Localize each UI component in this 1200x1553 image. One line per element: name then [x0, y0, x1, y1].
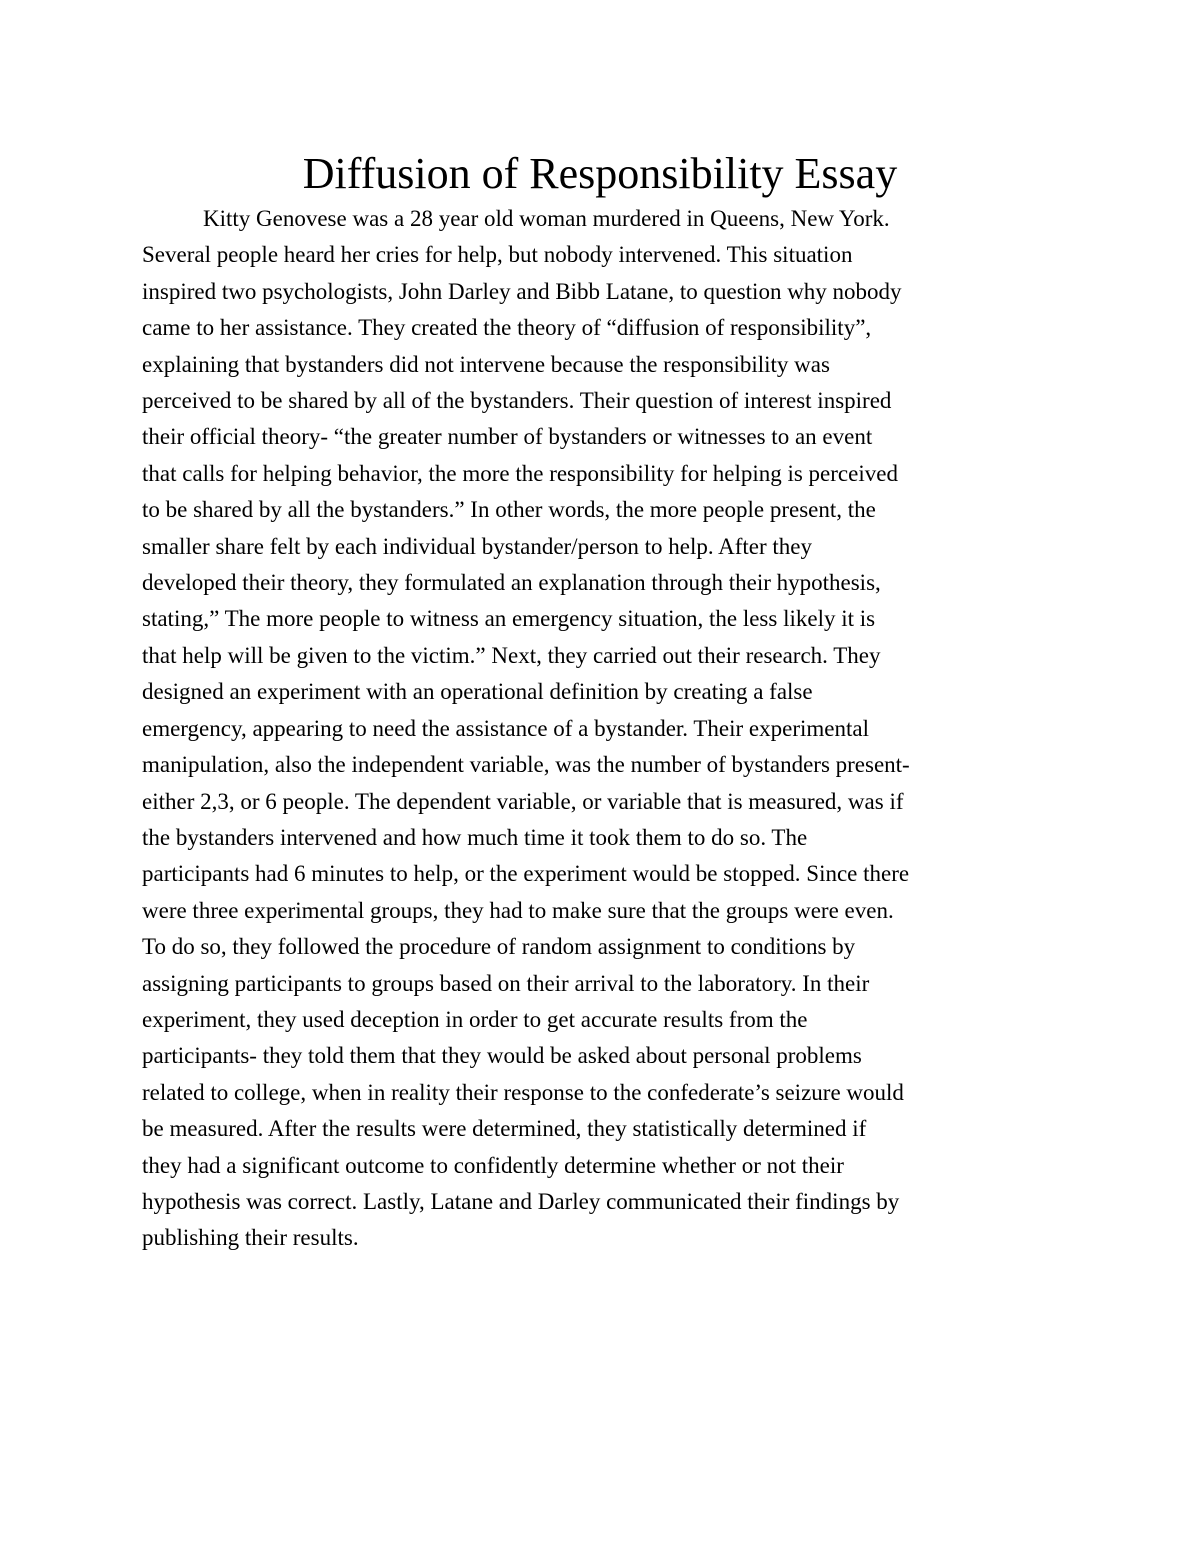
essay-line: participants had 6 minutes to help, or the experiment would be stopped. Since there	[142, 861, 910, 887]
essay-line: Kitty Genovese was a 28 year old woman murdered in Queens, New York.	[203, 206, 890, 231]
essay-line: were three experimental groups, they had to make sure that the groups were even.	[142, 897, 894, 923]
essay-line: hypothesis was correct. Lastly, Latane and Darley communicated their findings by	[142, 1188, 900, 1214]
essay-line: be measured. After the results were determined, they statistically determined if	[142, 1116, 867, 1142]
essay-body	[142, 201, 1062, 1257]
essay-line: Several people heard her cries for help, but nobody intervened. This situation	[142, 242, 853, 268]
essay-line: emergency, appearing to need the assistance of a bystander. Their experimental	[142, 715, 869, 741]
essay-line: participants- they told them that they would be asked about personal problems	[142, 1043, 862, 1069]
essay-line: experiment, they used deception in order to get accurate results from the	[142, 1006, 808, 1032]
essay-line: designed an experiment with an operational definition by creating a false	[142, 679, 813, 705]
essay-line: to be shared by all the bystanders.” In other words, the more people present, the	[142, 497, 876, 523]
essay-line: explaining that bystanders did not intervene because the responsibility was	[142, 351, 830, 377]
essay-line: smaller share felt by each individual bystander/person to help. After they	[142, 533, 812, 559]
essay-line: that help will be given to the victim.” Next, they carried out their research. They	[142, 642, 881, 668]
essay-line: developed their theory, they formulated an explanation through their hypothesis,	[142, 570, 881, 596]
essay-line: that calls for helping behavior, the more the responsibility for helping is perceived	[142, 460, 898, 486]
essay-line: either 2,3, or 6 people. The dependent variable, or variable that is measured, was if	[142, 788, 904, 814]
essay-line: stating,” The more people to witness an emergency situation, the less likely it is	[142, 606, 876, 632]
essay-line: inspired two psychologists, John Darley and Bibb Latane, to question why nobody	[142, 278, 902, 304]
essay-line: they had a significant outcome to confidently determine whether or not their	[142, 1152, 844, 1178]
essay-line: related to college, when in reality their response to the confederate’s seizure would	[142, 1079, 904, 1105]
essay-line: assigning participants to groups based on their arrival to the laboratory. In their	[142, 970, 870, 996]
essay-line: the bystanders intervened and how much time it took them to do so. The	[142, 824, 808, 850]
essay-line: manipulation, also the independent variable, was the number of bystanders present-	[142, 752, 910, 778]
essay-line: came to her assistance. They created the theory of “diffusion of responsibility”,	[142, 315, 872, 341]
essay-line: publishing their results.	[142, 1225, 359, 1251]
essay-line: To do so, they followed the procedure of random assignment to conditions by	[142, 934, 856, 960]
essay-title: Diffusion of Responsibility Essay	[302, 149, 898, 198]
essay-line: their official theory- “the greater number of bystanders or witnesses to an event	[142, 424, 873, 450]
essay-line: perceived to be shared by all of the bystanders. Their question of interest inspired	[142, 388, 892, 414]
